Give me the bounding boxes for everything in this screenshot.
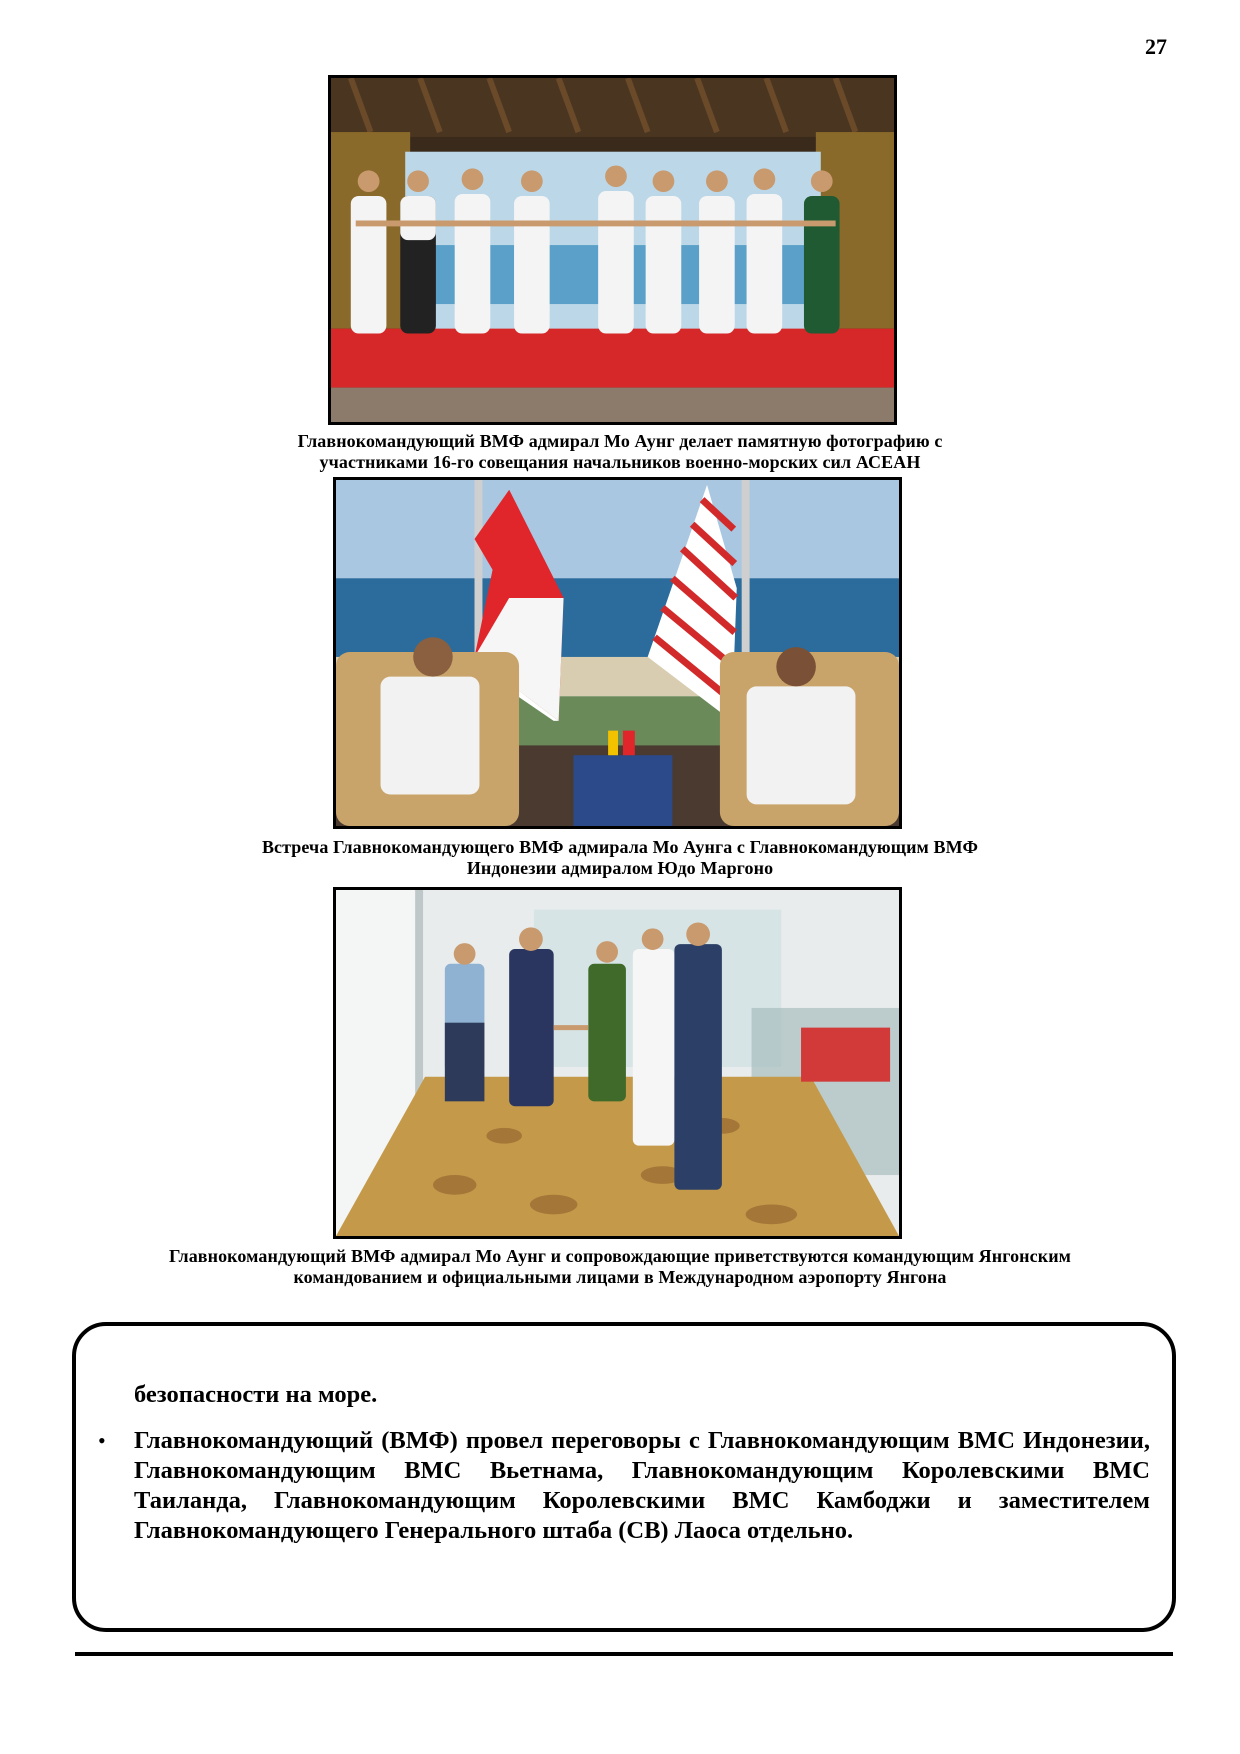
caption-line: командованием и официальными лицами в Международном аэропорту Янгона — [293, 1267, 947, 1287]
page-number: 27 — [1145, 34, 1167, 59]
continued-text: безопасности на море. — [134, 1381, 378, 1408]
airport-photo — [333, 887, 902, 1239]
bullet-paragraph: Главнокомандующий (ВМФ) провел переговоры с Главнокомандующим ВМС Индонезии, Главнокомандующим ВМС Вьетнама, Главнокомандующим Королевскими ВМС Таиланда, Главнокомандующим Королевскими ВМС Камбоджи и заместителем Главнокомандующего Генерального штаба (СВ) Лаоса отдельно. — [134, 1427, 1150, 1544]
caption-line: Индонезии адмиралом Юдо Маргоно — [466, 858, 774, 878]
meeting-photo-image — [336, 480, 899, 826]
caption-line: Главнокомандующий ВМФ адмирал Мо Аунг и сопровождающие приветствуются командующим Янгонским — [168, 1246, 1072, 1266]
group-photo — [328, 75, 897, 425]
caption-line: участниками 16-го совещания начальников военно-морских сил АСЕАН — [319, 452, 921, 472]
caption-line: Главнокомандующий ВМФ адмирал Мо Аунг делает памятную фотографию с — [297, 431, 943, 451]
figure-caption-1 — [150, 431, 1090, 473]
meeting-photo — [333, 477, 902, 829]
text-box — [72, 1322, 1176, 1632]
figure-caption-3 — [60, 1246, 1180, 1288]
bottom-divider — [75, 1652, 1173, 1656]
figure-caption-2 — [150, 837, 1090, 879]
group-photo-image — [331, 78, 894, 422]
bullet-icon: • — [98, 1428, 106, 1453]
airport-photo-image — [336, 890, 899, 1236]
caption-line: Встреча Главнокомандующего ВМФ адмирала Мо Аунга с Главнокомандующим ВМФ — [261, 837, 979, 857]
